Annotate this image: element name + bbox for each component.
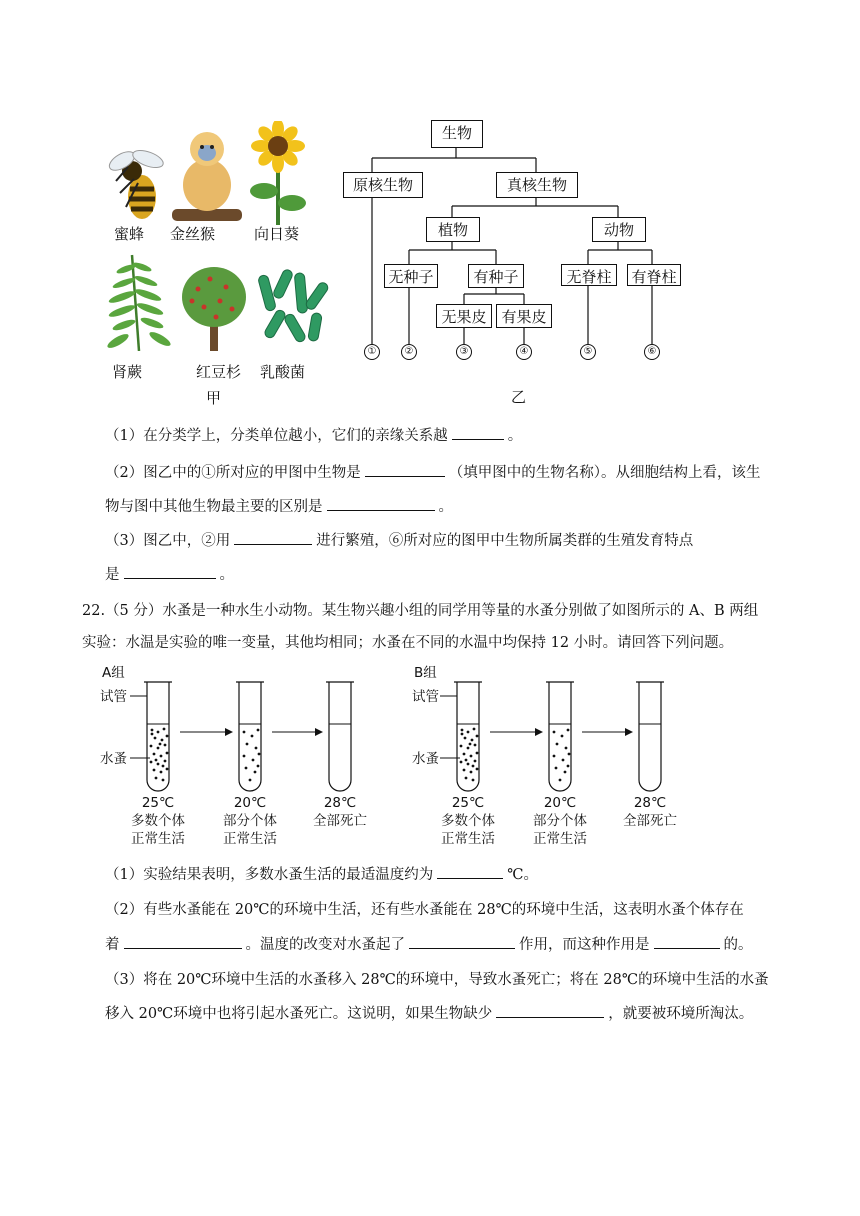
group-b-tube-3-caption: 28℃ 全部死亡	[623, 795, 677, 829]
q22-item-2-line2: 着 。温度的改变对水蚤起了 作用，而这种作用是 的。	[105, 934, 753, 955]
organism-label-bee: 蜜蜂	[114, 225, 145, 243]
marker-4: ④	[516, 344, 532, 360]
tree-node-invertebrate: 无脊柱	[561, 264, 617, 286]
tree-node-organism: 生物	[431, 120, 483, 148]
marker-5: ⑤	[580, 344, 596, 360]
group-a-tube-2-caption: 20℃ 部分个体 正常生活	[223, 795, 277, 847]
group-a-label: A组	[102, 665, 125, 681]
bee-icon	[108, 137, 168, 235]
figure-jia-caption: 甲	[206, 389, 222, 407]
group-b-tube-1-caption: 25℃ 多数个体 正常生活	[441, 795, 495, 847]
q21-blank-1[interactable]	[452, 425, 504, 440]
marker-3: ③	[456, 344, 472, 360]
q21-blank-2[interactable]	[365, 462, 445, 477]
figure-yi	[340, 110, 690, 410]
group-a-tube-3-caption: 28℃ 全部死亡	[313, 795, 367, 829]
tree-node-no-seed: 无种子	[384, 264, 438, 288]
tree-node-has-pericarp: 有果皮	[496, 304, 552, 328]
q21-item-1: （1）在分类学上，分类单位越小，它们的亲缘关系越 。	[105, 425, 522, 446]
q21-blank-5[interactable]	[124, 564, 216, 579]
tree-node-has-seed: 有种子	[468, 264, 524, 288]
organism-label-sunflower: 向日葵	[254, 225, 300, 243]
group-a-flea-label: 水蚤	[100, 751, 127, 767]
organism-label-yew: 红豆杉	[196, 363, 242, 381]
q22-intro-line1: 22.（5 分）水蚤是一种水生小动物。某生物兴趣小组的同学用等量的水蚤分别做了如图所示的 A、B 两组	[82, 603, 759, 619]
q22-item-2-line1: （2）有些水蚤能在 20℃的环境中生活，还有些水蚤能在 28℃的环境中生活，这表明水蚤个体存在	[105, 902, 744, 918]
q22-blank-2[interactable]	[124, 934, 242, 949]
experiment-figure	[100, 662, 720, 852]
q22-item-3-line2: 移入 20℃环境中也将引起水蚤死亡。这说明，如果生物缺少 ，就要被环境所淘汰。	[105, 1003, 753, 1024]
organism-label-monkey: 金丝猴	[170, 225, 216, 243]
q22-intro-line2: 实验：水温是实验的唯一变量，其他均相同；水蚤在不同的水温中均保持 12 小时。请回答下列问题。	[82, 635, 734, 651]
q22-item-1: （1）实验结果表明，多数水蚤生活的最适温度约为 ℃。	[105, 864, 538, 885]
tree-node-no-pericarp: 无果皮	[436, 304, 492, 328]
marker-2: ②	[401, 344, 417, 360]
group-b-tube-2-caption: 20℃ 部分个体 正常生活	[533, 795, 587, 847]
marker-6: ⑥	[644, 344, 660, 360]
organism-label-fern: 肾蕨	[112, 363, 143, 381]
group-b-flea-label: 水蚤	[412, 751, 439, 767]
q21-blank-4[interactable]	[234, 530, 312, 545]
group-a-tube-1-caption: 25℃ 多数个体 正常生活	[131, 795, 185, 847]
q21-item-2-line2: 物与图中其他生物最主要的区别是 。	[105, 496, 453, 517]
tree-node-vertebrate: 有脊柱	[627, 264, 681, 286]
sunflower-icon	[248, 121, 308, 225]
q21-item-3-line1: （3）图乙中，②用 进行繁殖，⑥所对应的图甲中生物所属类群的生殖发育特点	[105, 530, 693, 551]
tree-node-prokaryote: 原核生物	[343, 172, 423, 198]
figure-jia	[100, 115, 340, 415]
tree-node-animal: 动物	[592, 217, 646, 242]
q22-blank-3[interactable]	[409, 934, 515, 949]
tree-node-eukaryote: 真核生物	[496, 172, 578, 198]
lactobacillus-icon	[256, 265, 336, 347]
q21-item-3-line2: 是 。	[105, 564, 234, 585]
tree-node-plant: 植物	[426, 217, 480, 242]
fern-icon	[104, 247, 174, 351]
group-b-label: B组	[414, 665, 437, 681]
q22-blank-5[interactable]	[496, 1003, 604, 1018]
q22-blank-4[interactable]	[654, 934, 720, 949]
yew-tree-icon	[180, 261, 248, 353]
marker-1: ①	[364, 344, 380, 360]
q22-blank-1[interactable]	[437, 864, 503, 879]
q21-item-2-line1: （2）图乙中的①所对应的甲图中生物是 （填甲图中的生物名称）。从细胞结构上看，该生	[105, 462, 760, 483]
group-b-tube-label: 试管	[412, 689, 439, 705]
group-a-tube-label: 试管	[100, 689, 127, 705]
golden-monkey-icon	[172, 123, 242, 223]
q21-blank-3[interactable]	[327, 496, 435, 511]
figure-yi-caption: 乙	[511, 388, 527, 406]
q22-item-3-line1: （3）将在 20℃环境中生活的水蚤移入 28℃的环境中，导致水蚤死亡；将在 28℃的环境中生活的水蚤	[105, 972, 769, 988]
organism-label-lactobacillus: 乳酸菌	[260, 363, 306, 381]
